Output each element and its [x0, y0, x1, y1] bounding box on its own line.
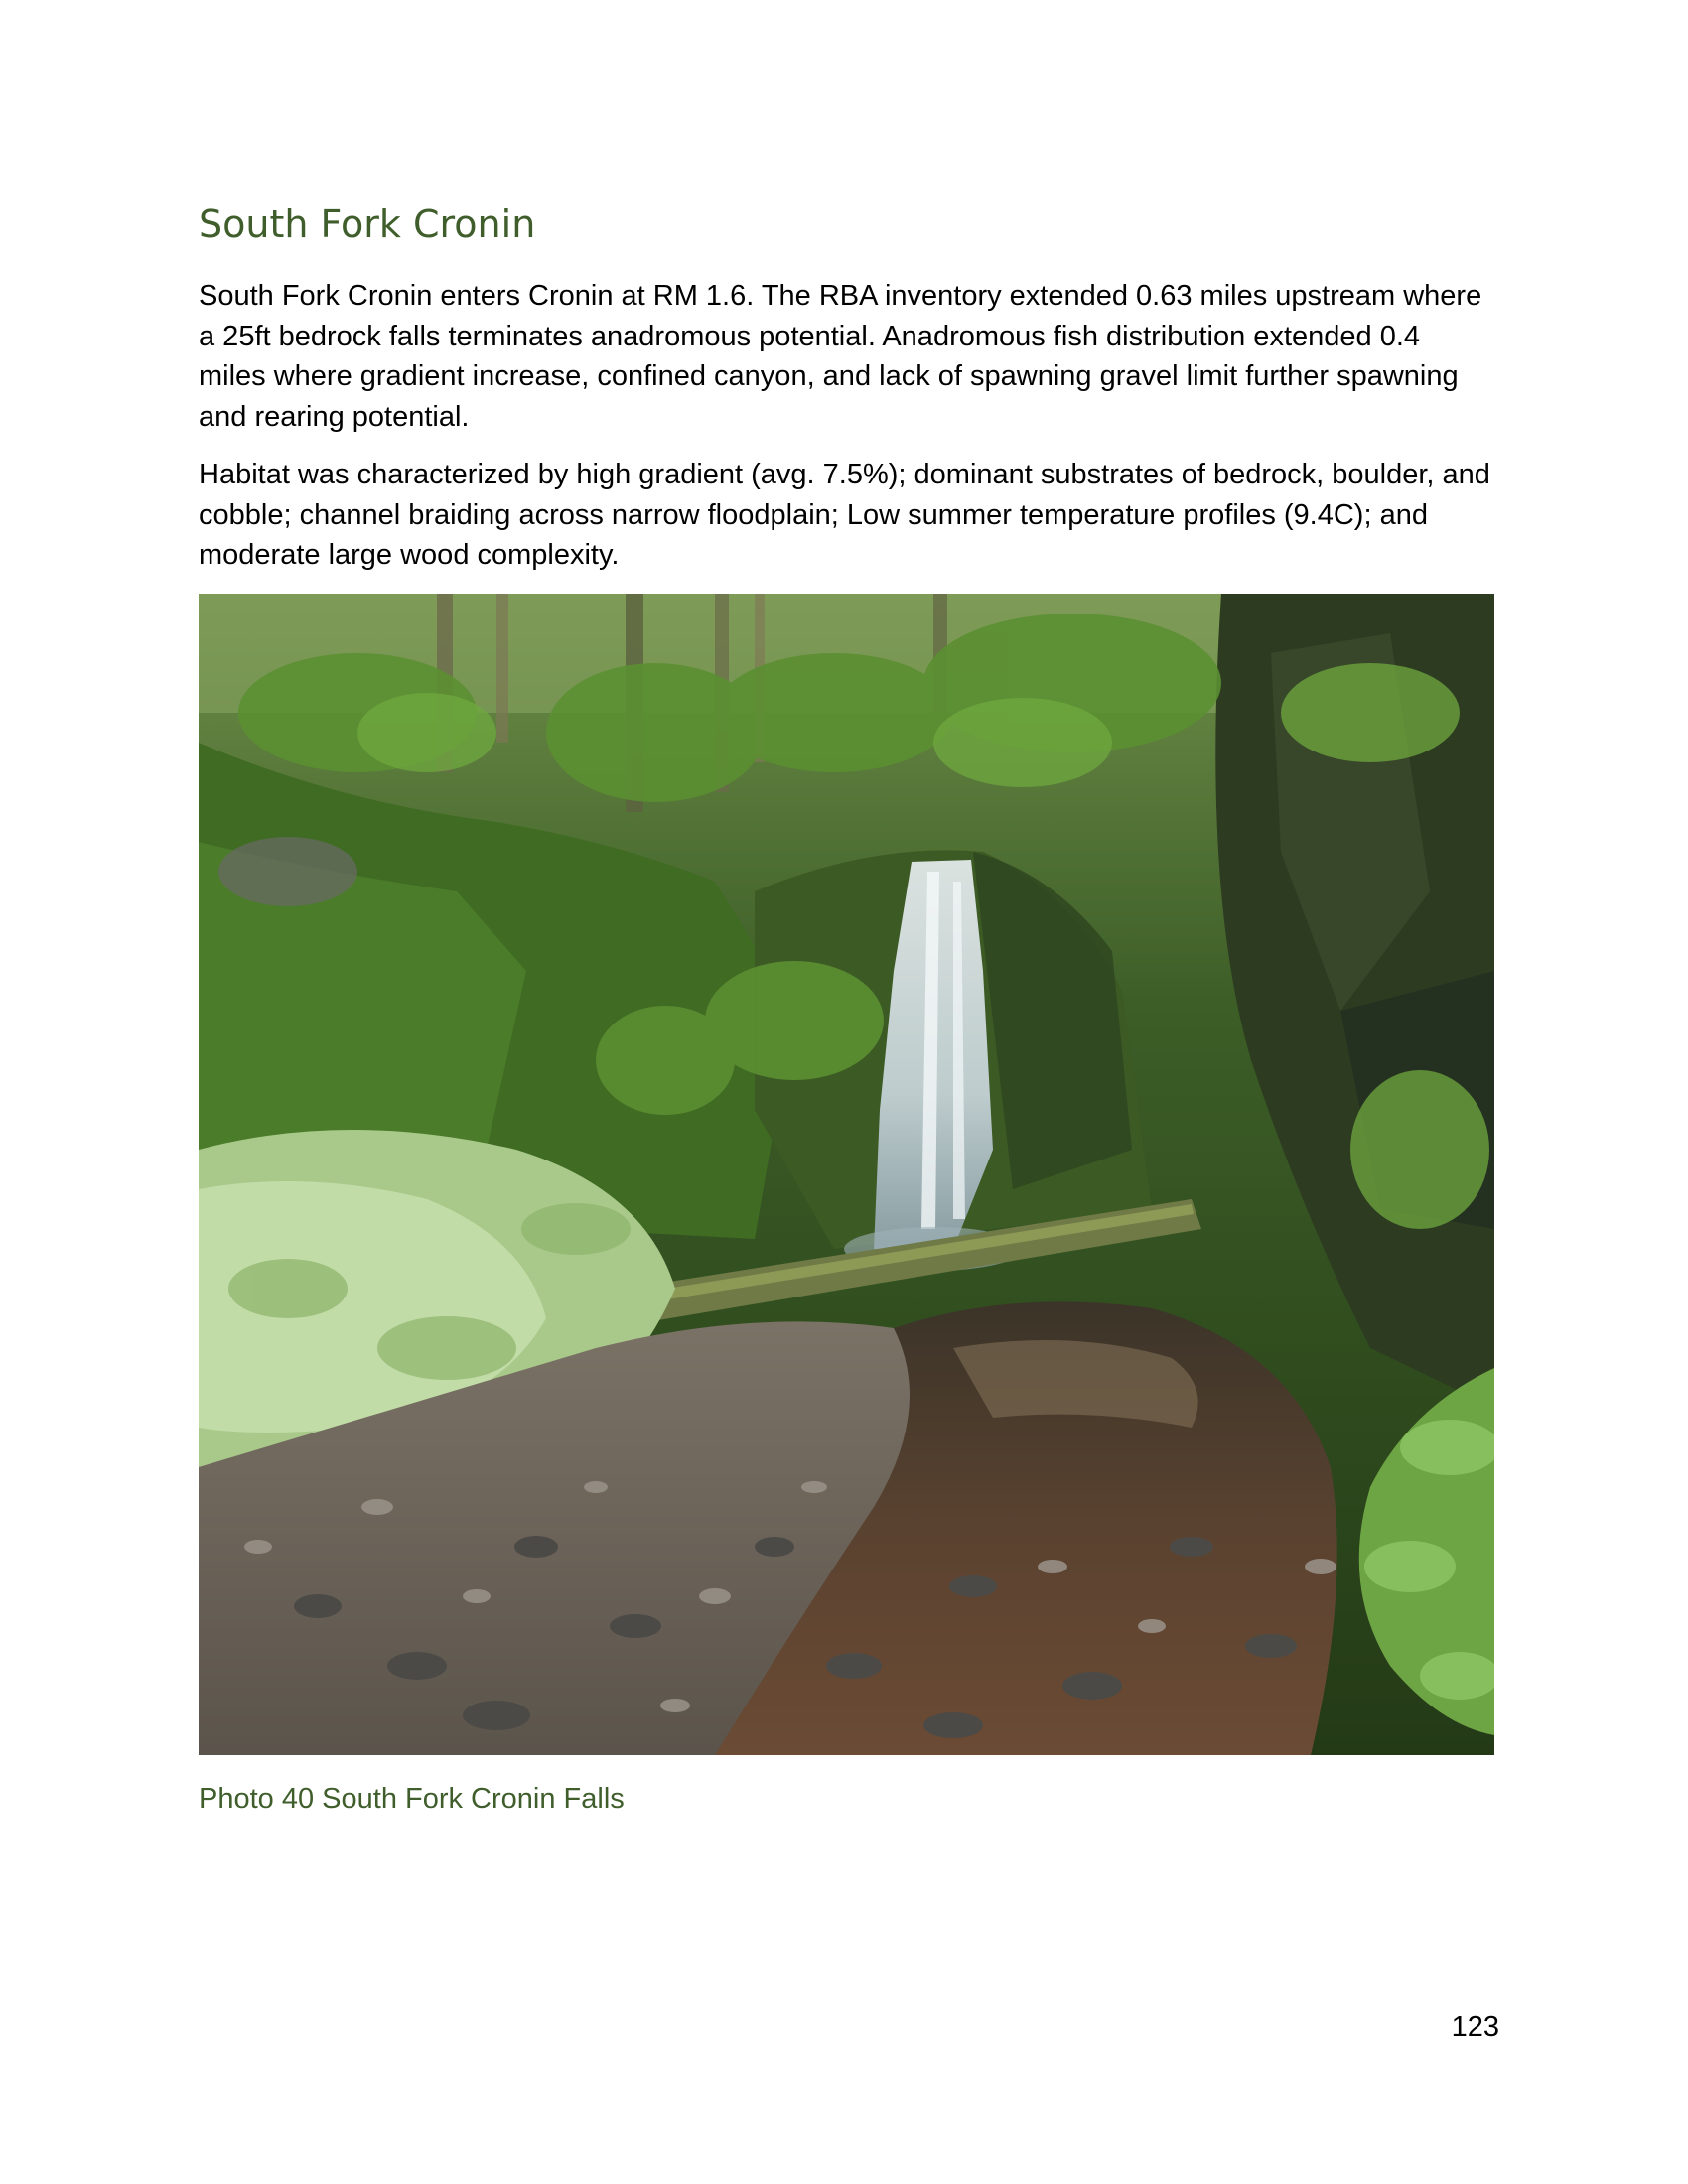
- section-title: South Fork Cronin: [199, 203, 536, 246]
- waterfall-photo: [199, 594, 1494, 1755]
- photo-caption: Photo 40 South Fork Cronin Falls: [199, 1783, 625, 1815]
- body-paragraph-2: Habitat was characterized by high gradient (avg. 7.5%); dominant substrates of bedrock, boulder, and cobble; channel braiding across narrow floodplain; Low summer temperature profiles (9.4C); and moderate large wood complexity.: [199, 459, 1490, 571]
- body-paragraph-1: South Fork Cronin enters Cronin at RM 1.6. The RBA inventory extended 0.63 miles upstream where a 25ft bedrock falls terminates anadromous potential. Anadromous fish distribution extended 0.4 miles where gradient increase, confined canyon, and lack of spawning gravel limit further spawning and rearing potential.: [199, 280, 1482, 433]
- page-number: 123: [1451, 2011, 1499, 2043]
